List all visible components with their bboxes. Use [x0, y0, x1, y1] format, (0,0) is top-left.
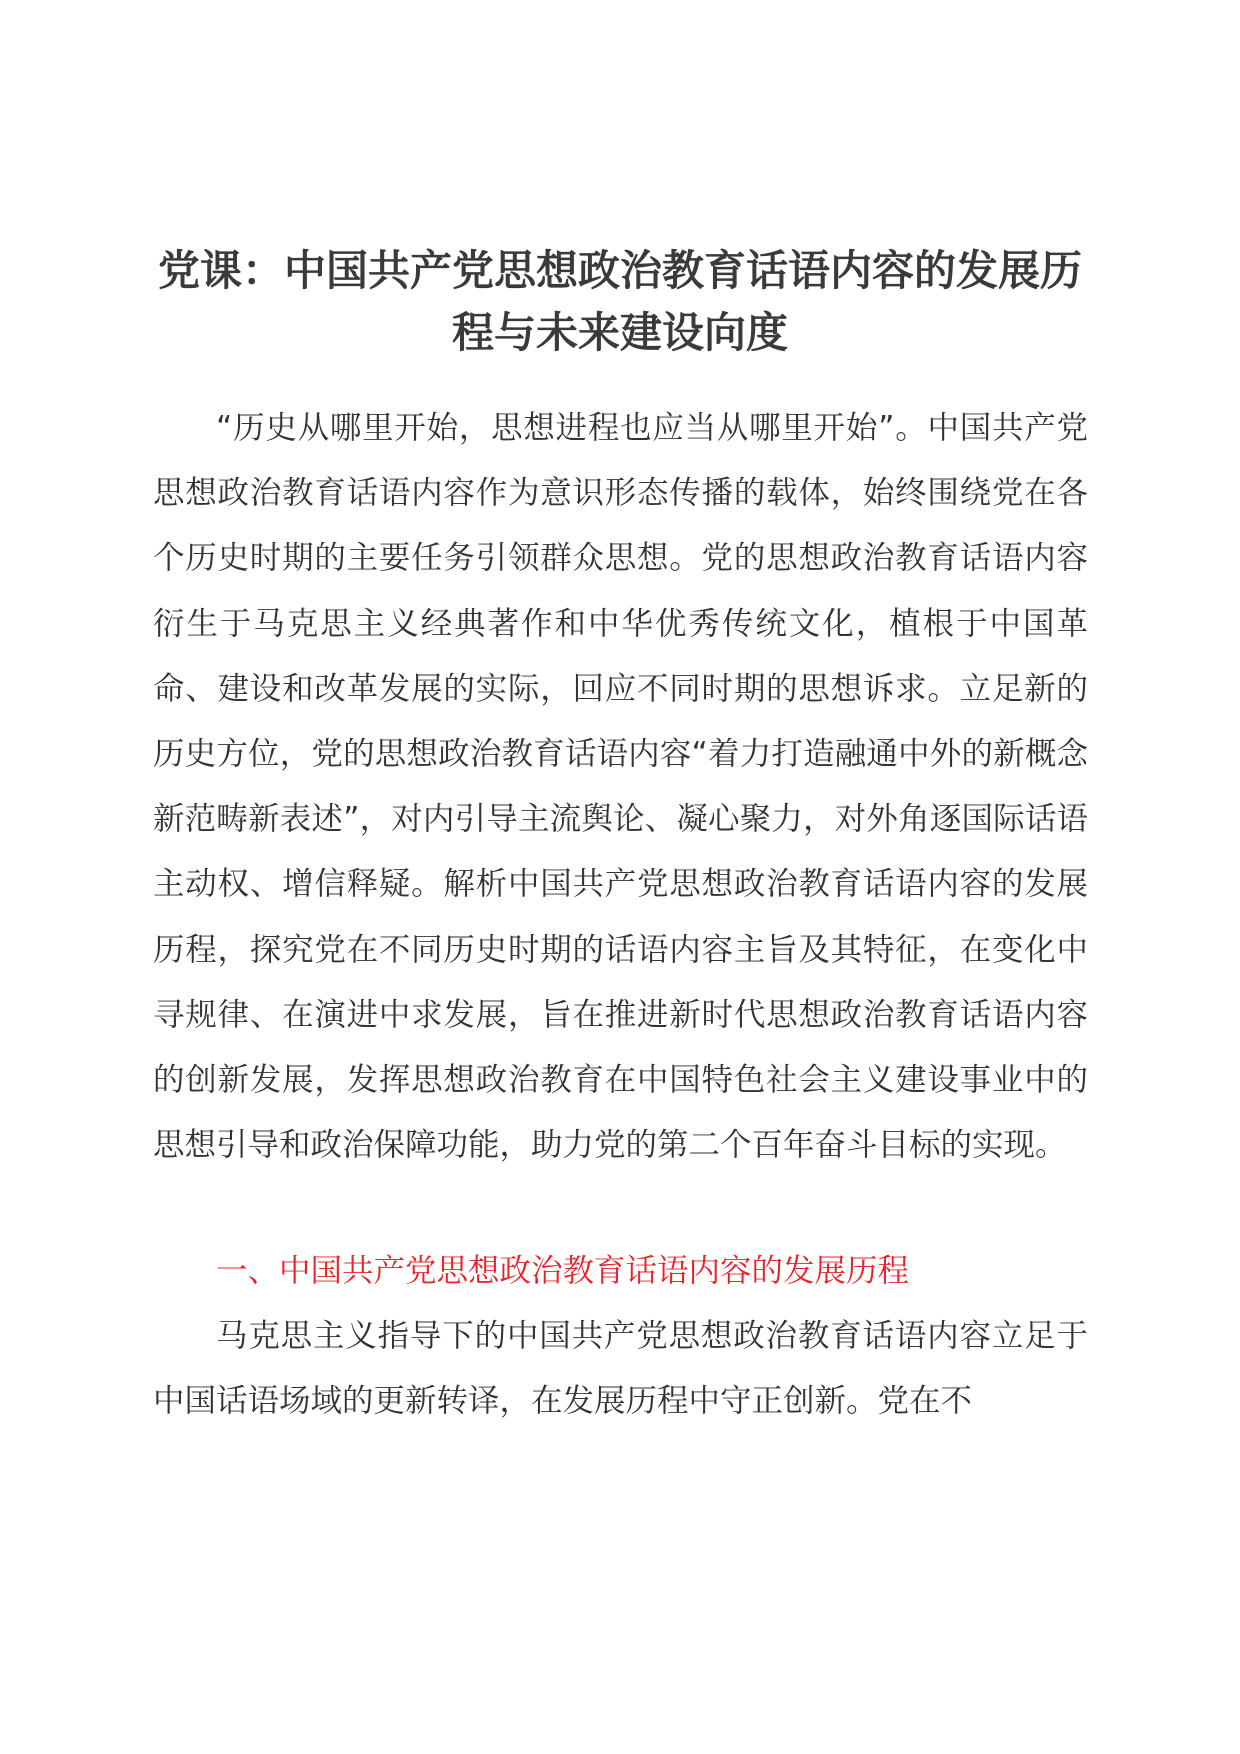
section-paragraph: 马克思主义指导下的中国共产党思想政治教育话语内容立足于中国话语场域的更新转译，在发展历程中守正创新。党在不 — [153, 1318, 1088, 1420]
intro-paragraph: “历史从哪里开始，思想进程也应当从哪里开始”。中国共产党思想政治教育话语内容作为意识形态传播的载体，始终围绕党在各个历史时期的主要任务引领群众思想。党的思想政治教育话语内容衍生于马克思主义经典著作和中华优秀传统文化，植根于中国革命、建设和改革发展的实际，回应不同时期的思想诉求。立足新的历史方位，党的思想政治教育话语内容“着力打造融通中外的新概念新范畴新表述”，对内引导主流舆论、凝心聚力，对外角逐国际话语主动权、增信释疑。解析中国共产党思想政治教育话语内容的发展历程，探究党在不同历史时期的话语内容主旨及其特征，在变化中寻规律、在演进中求发展，旨在推进新时代思想政治教育话语内容的创新发展，发挥思想政治教育在中国特色社会主义建设事业中的思想引导和政治保障功能，助力党的第二个百年奋斗目标的实现。 — [153, 410, 1088, 1164]
document-title: 党课：中国共产党思想政治教育话语内容的发展历程与未来建设向度 — [157, 246, 1082, 357]
section-heading: 一、中国共产党思想政治教育话语内容的发展历程 — [216, 1253, 910, 1289]
